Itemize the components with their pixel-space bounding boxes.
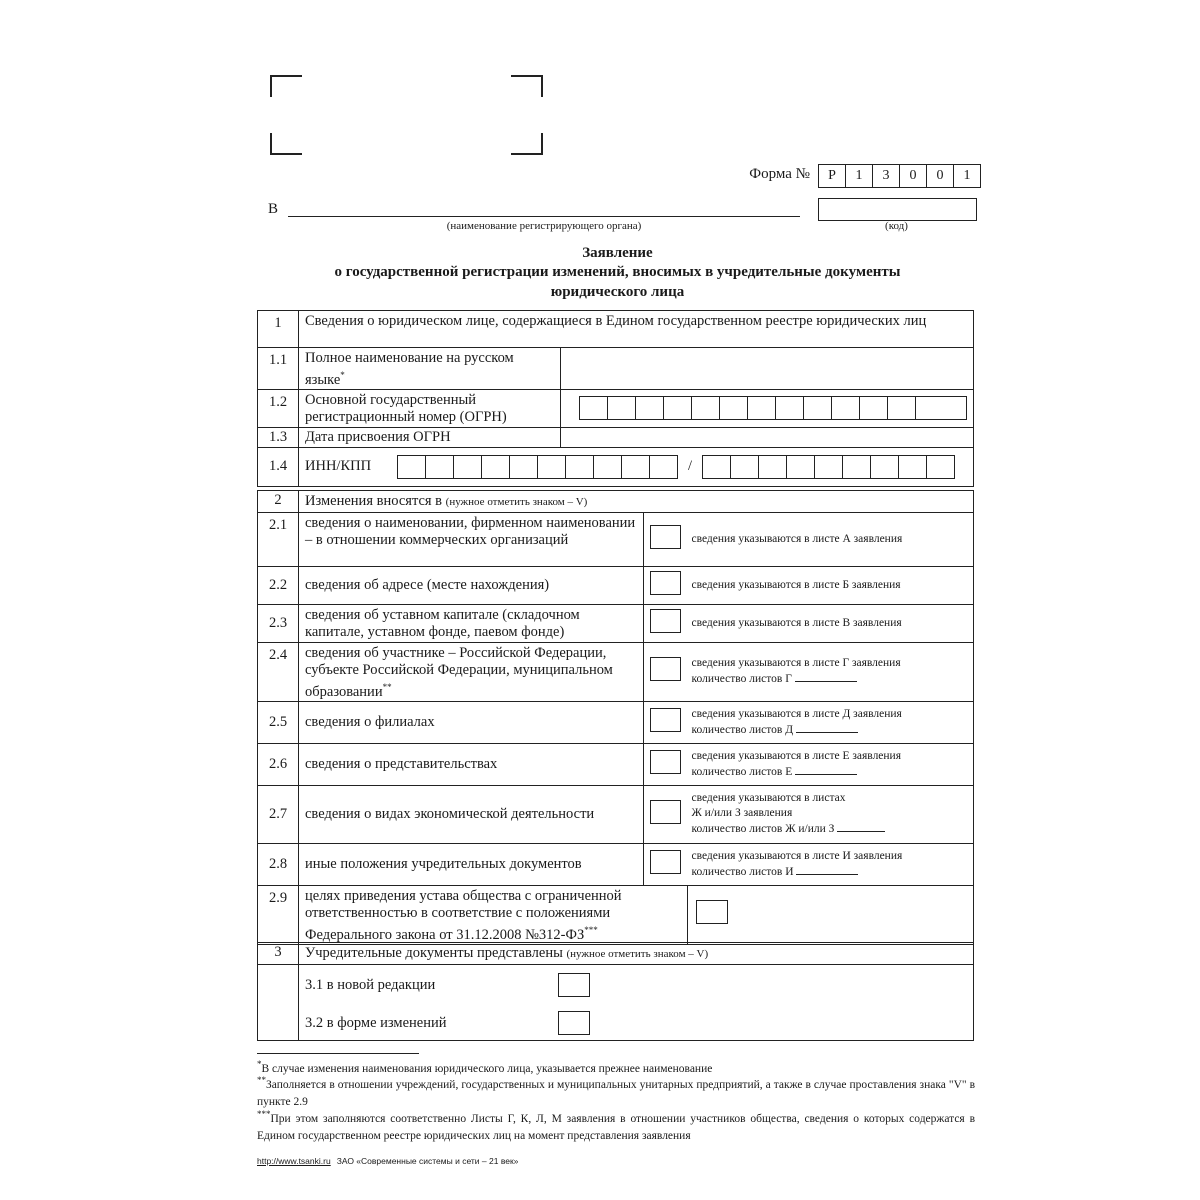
document-subtitle-line2: юридического лица xyxy=(550,284,685,300)
sheet-count-field[interactable] xyxy=(795,764,857,775)
ogrn-field[interactable] xyxy=(561,389,974,427)
section-number: 1 xyxy=(258,311,299,348)
row-label: сведения об участнике – Российской Федерации, субъекте Российской Федерации, муниципальном образовании** xyxy=(299,643,644,702)
table-row xyxy=(258,348,974,390)
full-name-field[interactable] xyxy=(561,348,974,390)
checkbox-cell xyxy=(644,785,688,843)
authority-code-caption: (код) xyxy=(885,220,908,232)
row-label: сведения о филиалах xyxy=(299,701,644,743)
row-note: сведения указываются в листе Б заявления xyxy=(688,567,974,605)
row-label: сведения о видах экономической деятельности xyxy=(299,785,644,843)
page-footer xyxy=(257,1156,518,1166)
checkbox-2-7[interactable] xyxy=(650,800,681,824)
table-row xyxy=(258,389,974,427)
empty-number-cell xyxy=(258,965,299,1041)
inn-kpp-row xyxy=(299,447,974,486)
checkbox-2-3[interactable] xyxy=(650,609,681,633)
section-1-table xyxy=(257,310,974,487)
row-note: сведения указываются в листе Е заявления количество листов Е xyxy=(688,743,974,785)
checkbox-2-2[interactable] xyxy=(650,571,681,595)
section-2-header-row xyxy=(258,491,974,513)
footnote-divider xyxy=(257,1053,419,1054)
row-note: сведения указываются в листах Ж и/или З заявления количество листов Ж и/или З xyxy=(688,785,974,843)
sheet-count-field[interactable] xyxy=(796,722,858,733)
row-label: иные положения учредительных документов xyxy=(299,843,644,885)
row-label: ИНН/КПП xyxy=(305,458,372,475)
corner-mark-bottom-right xyxy=(511,133,543,155)
form-number-cells xyxy=(818,164,981,188)
row-number: 2.2 xyxy=(258,567,299,605)
form-number-label: Форма № xyxy=(749,166,810,182)
row-note: сведения указываются в листе А заявления xyxy=(688,513,974,567)
row-note: сведения указываются в листе В заявления xyxy=(688,605,974,643)
sheet-count-field[interactable] xyxy=(796,864,858,875)
table-row xyxy=(258,567,974,605)
checkbox-cell xyxy=(644,605,688,643)
authority-name-caption: (наименование регистрирующего органа) xyxy=(446,220,642,232)
checkbox-cell xyxy=(644,743,688,785)
checkbox-2-8[interactable] xyxy=(650,850,681,874)
checkbox-cell xyxy=(644,513,688,567)
row-note: сведения указываются в листе Д заявления количество листов Д xyxy=(688,701,974,743)
ogrn-date-field[interactable] xyxy=(561,427,974,447)
inn-cells[interactable] xyxy=(397,455,678,479)
footnote-2: **Заполняется в отношении учреждений, государственных и муниципальных унитарных предприятий, а также в случае проставления знака "V" в пункте 2.9 xyxy=(257,1075,975,1108)
checkbox-2-9[interactable] xyxy=(696,900,728,924)
row-number: 2.5 xyxy=(258,701,299,743)
kpp-cells[interactable] xyxy=(702,455,955,479)
table-row xyxy=(258,643,974,702)
corner-mark-bottom-left xyxy=(270,133,302,155)
row-label: сведения об уставном капитале (складочном капитале, уставном фонде, паевом фонде) xyxy=(299,605,644,643)
form-number-digit: 0 xyxy=(900,165,927,187)
row-number: 2.1 xyxy=(258,513,299,567)
section-title: Изменения вносятся в (нужное отметить знаком – V) xyxy=(299,491,974,513)
row-number: 2.4 xyxy=(258,643,299,702)
checkbox-3-1[interactable] xyxy=(558,973,590,997)
row-number: 1.1 xyxy=(258,348,299,390)
inn-kpp-separator: / xyxy=(688,458,693,475)
table-row xyxy=(258,427,974,447)
form-number-digit: 0 xyxy=(927,165,954,187)
footer-company: ЗАО «Современные системы и сети – 21 век» xyxy=(336,1156,519,1166)
row-number: 2.7 xyxy=(258,785,299,843)
checkbox-2-5[interactable] xyxy=(650,708,681,732)
row-number: 2.8 xyxy=(258,843,299,885)
section-3-header-row xyxy=(258,943,974,965)
form-number-digit: 3 xyxy=(873,165,900,187)
form-number-digit: 1 xyxy=(963,168,971,183)
option-label: 3.1 в новой редакции xyxy=(305,976,436,993)
table-row xyxy=(258,965,974,1041)
footer-link[interactable]: http://www.tsanki.ru xyxy=(257,1156,331,1166)
row-number: 1.2 xyxy=(258,389,299,427)
document-subtitle-line1: о государственной регистрации изменений, вносимых в учредительные документы xyxy=(334,264,901,280)
table-row xyxy=(258,605,974,643)
row-label: Полное наименование на русском языке* xyxy=(299,348,561,390)
checkbox-cell xyxy=(688,885,974,944)
checkbox-cell xyxy=(644,843,688,885)
table-row xyxy=(258,447,974,486)
checkbox-cell xyxy=(644,643,688,702)
row-number: 2.9 xyxy=(258,885,299,944)
corner-mark-top-left xyxy=(270,75,302,97)
document-title: Заявление xyxy=(582,245,653,261)
row-number: 2.6 xyxy=(258,743,299,785)
checkbox-3-2[interactable] xyxy=(558,1011,590,1035)
row-label: Основной государственный регистрационный номер (ОГРН) xyxy=(299,389,561,427)
row-note: сведения указываются в листе Г заявления количество листов Г xyxy=(688,643,974,702)
form-number-digit: 1 xyxy=(846,165,873,187)
section-3-options xyxy=(299,965,974,1041)
section-number: 2 xyxy=(258,491,299,513)
section-title: Сведения о юридическом лице, содержащиеся в Едином государственном реестре юридических лиц xyxy=(299,311,974,348)
row-label: сведения о представительствах xyxy=(299,743,644,785)
row-label: целях приведения устава общества с ограниченной ответственностью в соответствие с положениями Федерального закона от 31.12.2008 №312-ФЗ*** xyxy=(299,885,688,944)
table-row xyxy=(258,843,974,885)
row-number: 2.3 xyxy=(258,605,299,643)
authority-prefix: В xyxy=(268,201,279,217)
section-2-table xyxy=(257,490,974,945)
option-label: 3.2 в форме изменений xyxy=(305,1014,447,1031)
table-row xyxy=(258,743,974,785)
checkbox-2-4[interactable] xyxy=(650,657,681,681)
table-row xyxy=(258,785,974,843)
form-number-digit: Р xyxy=(819,165,846,187)
row-number: 1.4 xyxy=(258,447,299,486)
authority-name-field[interactable] xyxy=(288,216,800,217)
ogrn-cells[interactable] xyxy=(579,396,967,420)
checkbox-2-6[interactable] xyxy=(650,750,681,774)
row-label: сведения о наименовании, фирменном наименовании – в отношении коммерческих организаций xyxy=(299,513,644,567)
footnote-3: ***При этом заполняются соответственно Листы Г, К, Л, М заявления в отношении участников общества, сведения о которых содержатся в Едином государственном реестре юридических лиц на момент представления заявления xyxy=(257,1109,975,1142)
checkbox-2-1[interactable] xyxy=(650,525,681,549)
table-row xyxy=(258,513,974,567)
checkbox-cell xyxy=(644,701,688,743)
corner-mark-top-right xyxy=(511,75,543,97)
row-label: Дата присвоения ОГРН xyxy=(299,427,561,447)
row-label: сведения об адресе (месте нахождения) xyxy=(299,567,644,605)
sheet-count-field[interactable] xyxy=(837,821,885,832)
authority-code-field[interactable] xyxy=(818,198,977,221)
section-number: 3 xyxy=(258,943,299,965)
row-note: сведения указываются в листе И заявления количество листов И xyxy=(688,843,974,885)
row-number: 1.3 xyxy=(258,427,299,447)
sheet-count-field[interactable] xyxy=(795,671,857,682)
section-3-table xyxy=(257,942,974,1041)
section-1-header-row xyxy=(258,311,974,348)
section-title: Учредительные документы представлены (нужное отметить знаком – V) xyxy=(299,943,974,965)
footnote-1: *В случае изменения наименования юридического лица, указывается прежнее наименование xyxy=(257,1059,713,1075)
checkbox-cell xyxy=(644,567,688,605)
table-row xyxy=(258,885,974,944)
table-row xyxy=(258,701,974,743)
